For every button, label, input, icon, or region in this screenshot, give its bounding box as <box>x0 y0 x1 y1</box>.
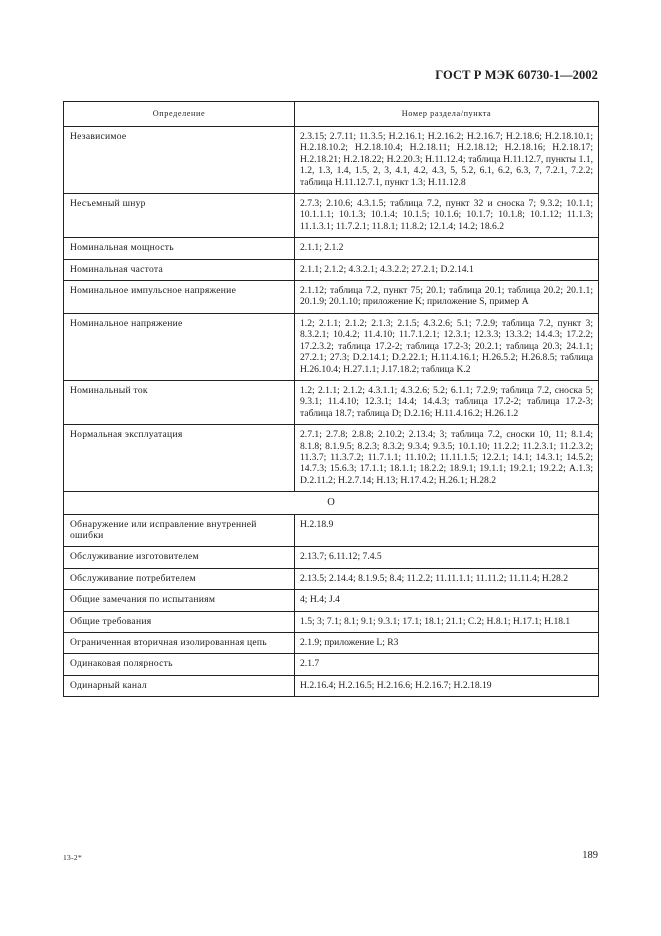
term-cell: Общие требования <box>64 611 295 632</box>
term-cell: Обслуживание потребителем <box>64 568 295 589</box>
term-cell: Общие замечания по испытаниям <box>64 590 295 611</box>
reference-cell: 1.2; 2.1.1; 2.1.2; 4.3.1.1; 4.3.2.6; 5.2; 6.1.1; 7.2.9; таблица 7.2, сноска 5; 9.3.1; 11.4.10; 12.3.1; 14.4; 14.4.3; таблица 17.2-2; таблица 17.2-3; таблица 18.7; таблица D; D.2.16; Н.11.4.16.2; Н.26.1.2 <box>295 380 599 424</box>
reference-cell: 1.2; 2.1.1; 2.1.2; 2.1.3; 2.1.5; 4.3.2.6; 5.1; 7.2.9; таблица 7.2, пункт 3; 8.3.2.1; 10.4.2; 11.4.10; 11.7.1.2.1; 12.3.1; 12.3.3; 13.3.2; 14.4.3; 17.2.2; 17.2.3.2; таблица 17.2-2; таблица 17.2-3; 20.2.1; таблица 20.3; 24.1.1; 27.2.1; 27.3; D.2.14.1; D.2.22.1; Н.11.4.16.1; Н.26.5.2; Н.26.8.5; таблица Н.26.10.4; Н.27.1.1; J.17.18.2; таблица K.2 <box>295 313 599 380</box>
column-header-ref: Номер раздела/пункта <box>295 102 599 127</box>
term-cell: Номинальное импульсное напряжение <box>64 281 295 314</box>
document-header: ГОСТ Р МЭК 60730-1—2002 <box>435 68 598 82</box>
table-row <box>64 611 599 632</box>
term-cell: Нормальная эксплуатация <box>64 425 295 492</box>
reference-cell: 2.3.15; 2.7.11; 11.3.5; Н.2.16.1; Н.2.16.2; Н.2.16.7; Н.2.18.6; Н.2.18.10.1; Н.2.18.10.2; Н.2.18.10.4; Н.2.18.11; Н.2.18.12; Н.2.18.16; Н.2.18.17; Н.2.18.21; Н.2.18.22; Н.2.20.3; Н.11.12.4; таблица Н.11.12.7, пункты 1.1, 1.2, 1.3, 1.4, 1.5, 2, 3, 4.1, 4.2, 4.3, 5, 5.2, 6.1, 6.2, 6.3, 7, 7.2.1, 7.2.2; таблица Н.11.12.7.1, пункт 1.3; Н.11.12.8 <box>295 127 599 194</box>
term-cell: Одинаковая полярность <box>64 654 295 675</box>
term-cell: Независимое <box>64 127 295 194</box>
table-row <box>64 425 599 492</box>
term-cell: Номинальное напряжение <box>64 313 295 380</box>
reference-cell: 2.7.3; 2.10.6; 4.3.1.5; таблица 7.2, пункт 32 и сноска 7; 9.3.2; 10.1.1; 10.1.1.1; 10.1.3; 10.1.4; 10.1.5; 10.1.6; 10.1.7; 10.1.8; 10.1.12; 11.1.3; 11.1.3.1; 11.7.2.1; 11.8.1; 11.8.2; 12.1.4; 14.2; 18.6.2 <box>295 194 599 238</box>
index-table <box>63 101 599 697</box>
table-row <box>64 380 599 424</box>
table-row <box>64 127 599 194</box>
term-cell: Номинальная частота <box>64 259 295 280</box>
table-row <box>64 313 599 380</box>
reference-cell: 2.1.1; 2.1.2; 4.3.2.1; 4.3.2.2; 27.2.1; D.2.14.1 <box>295 259 599 280</box>
term-cell: Номинальный ток <box>64 380 295 424</box>
reference-cell: Н.2.18.9 <box>295 514 599 547</box>
table-row <box>64 590 599 611</box>
table-row <box>64 259 599 280</box>
term-cell: Ограниченная вторичная изолированная цепь <box>64 633 295 654</box>
table-row <box>64 238 599 259</box>
term-cell: Несъемный шнур <box>64 194 295 238</box>
table-row <box>64 547 599 568</box>
table-row <box>64 675 599 696</box>
term-cell: Одинарный канал <box>64 675 295 696</box>
footer-print-code: 13-2* <box>63 853 82 862</box>
table-row <box>64 194 599 238</box>
term-cell: Обслуживание изготовителем <box>64 547 295 568</box>
section-letter: О <box>64 492 599 514</box>
table-row <box>64 514 599 547</box>
table-header-row <box>64 102 599 127</box>
reference-cell: 2.1.1; 2.1.2 <box>295 238 599 259</box>
section-divider-row <box>64 492 599 514</box>
reference-cell: Н.2.16.4; Н.2.16.5; Н.2.16.6; Н.2.16.7; Н.2.18.19 <box>295 675 599 696</box>
table-row <box>64 654 599 675</box>
reference-cell: 2.7.1; 2.7.8; 2.8.8; 2.10.2; 2.13.4; 3; таблица 7.2, сноски 10, 11; 8.1.4; 8.1.8; 8.1.9.5; 8.2.3; 8.3.2; 9.3.4; 9.3.5; 10.1.10; 11.2.2; 11.2.3.1; 11.2.3.2; 11.3.7; 11.3.7.2; 11.7.1.1; 11.10.2; 11.11.1.5; 12.2.1; 14.1; 14.3.1; 14.5.2; 14.7.3; 15.6.3; 17.1.1; 18.1.1; 18.2.2; 18.9.1; 19.1.1; 19.2.1; 19.2.2; A.1.3; D.2.11.2; Н.2.7.14; Н.13; Н.17.4.2; Н.26.1; Н.28.2 <box>295 425 599 492</box>
reference-cell: 2.13.5; 2.14.4; 8.1.9.5; 8.4; 11.2.2; 11.11.1.1; 11.11.2; 11.11.4; Н.28.2 <box>295 568 599 589</box>
table-row <box>64 633 599 654</box>
column-header-term: Определение <box>64 102 295 127</box>
reference-cell: 4; Н.4; J.4 <box>295 590 599 611</box>
reference-cell: 2.13.7; 6.11.12; 7.4.5 <box>295 547 599 568</box>
page-number: 189 <box>582 850 598 861</box>
reference-cell: 2.1.12; таблица 7.2, пункт 75; 20.1; таблица 20.1; таблица 20.2; 20.1.1; 20.1.9; 20.1.10; приложение K; приложение S, пример А <box>295 281 599 314</box>
reference-cell: 2.1.9; приложение L; R3 <box>295 633 599 654</box>
term-cell: Номинальная мощность <box>64 238 295 259</box>
reference-cell: 2.1.7 <box>295 654 599 675</box>
table-row <box>64 568 599 589</box>
term-cell: Обнаружение или исправление внутренней ошибки <box>64 514 295 547</box>
reference-cell: 1.5; 3; 7.1; 8.1; 9.1; 9.3.1; 17.1; 18.1; 21.1; С.2; Н.8.1; Н.17.1; Н.18.1 <box>295 611 599 632</box>
table-row <box>64 281 599 314</box>
